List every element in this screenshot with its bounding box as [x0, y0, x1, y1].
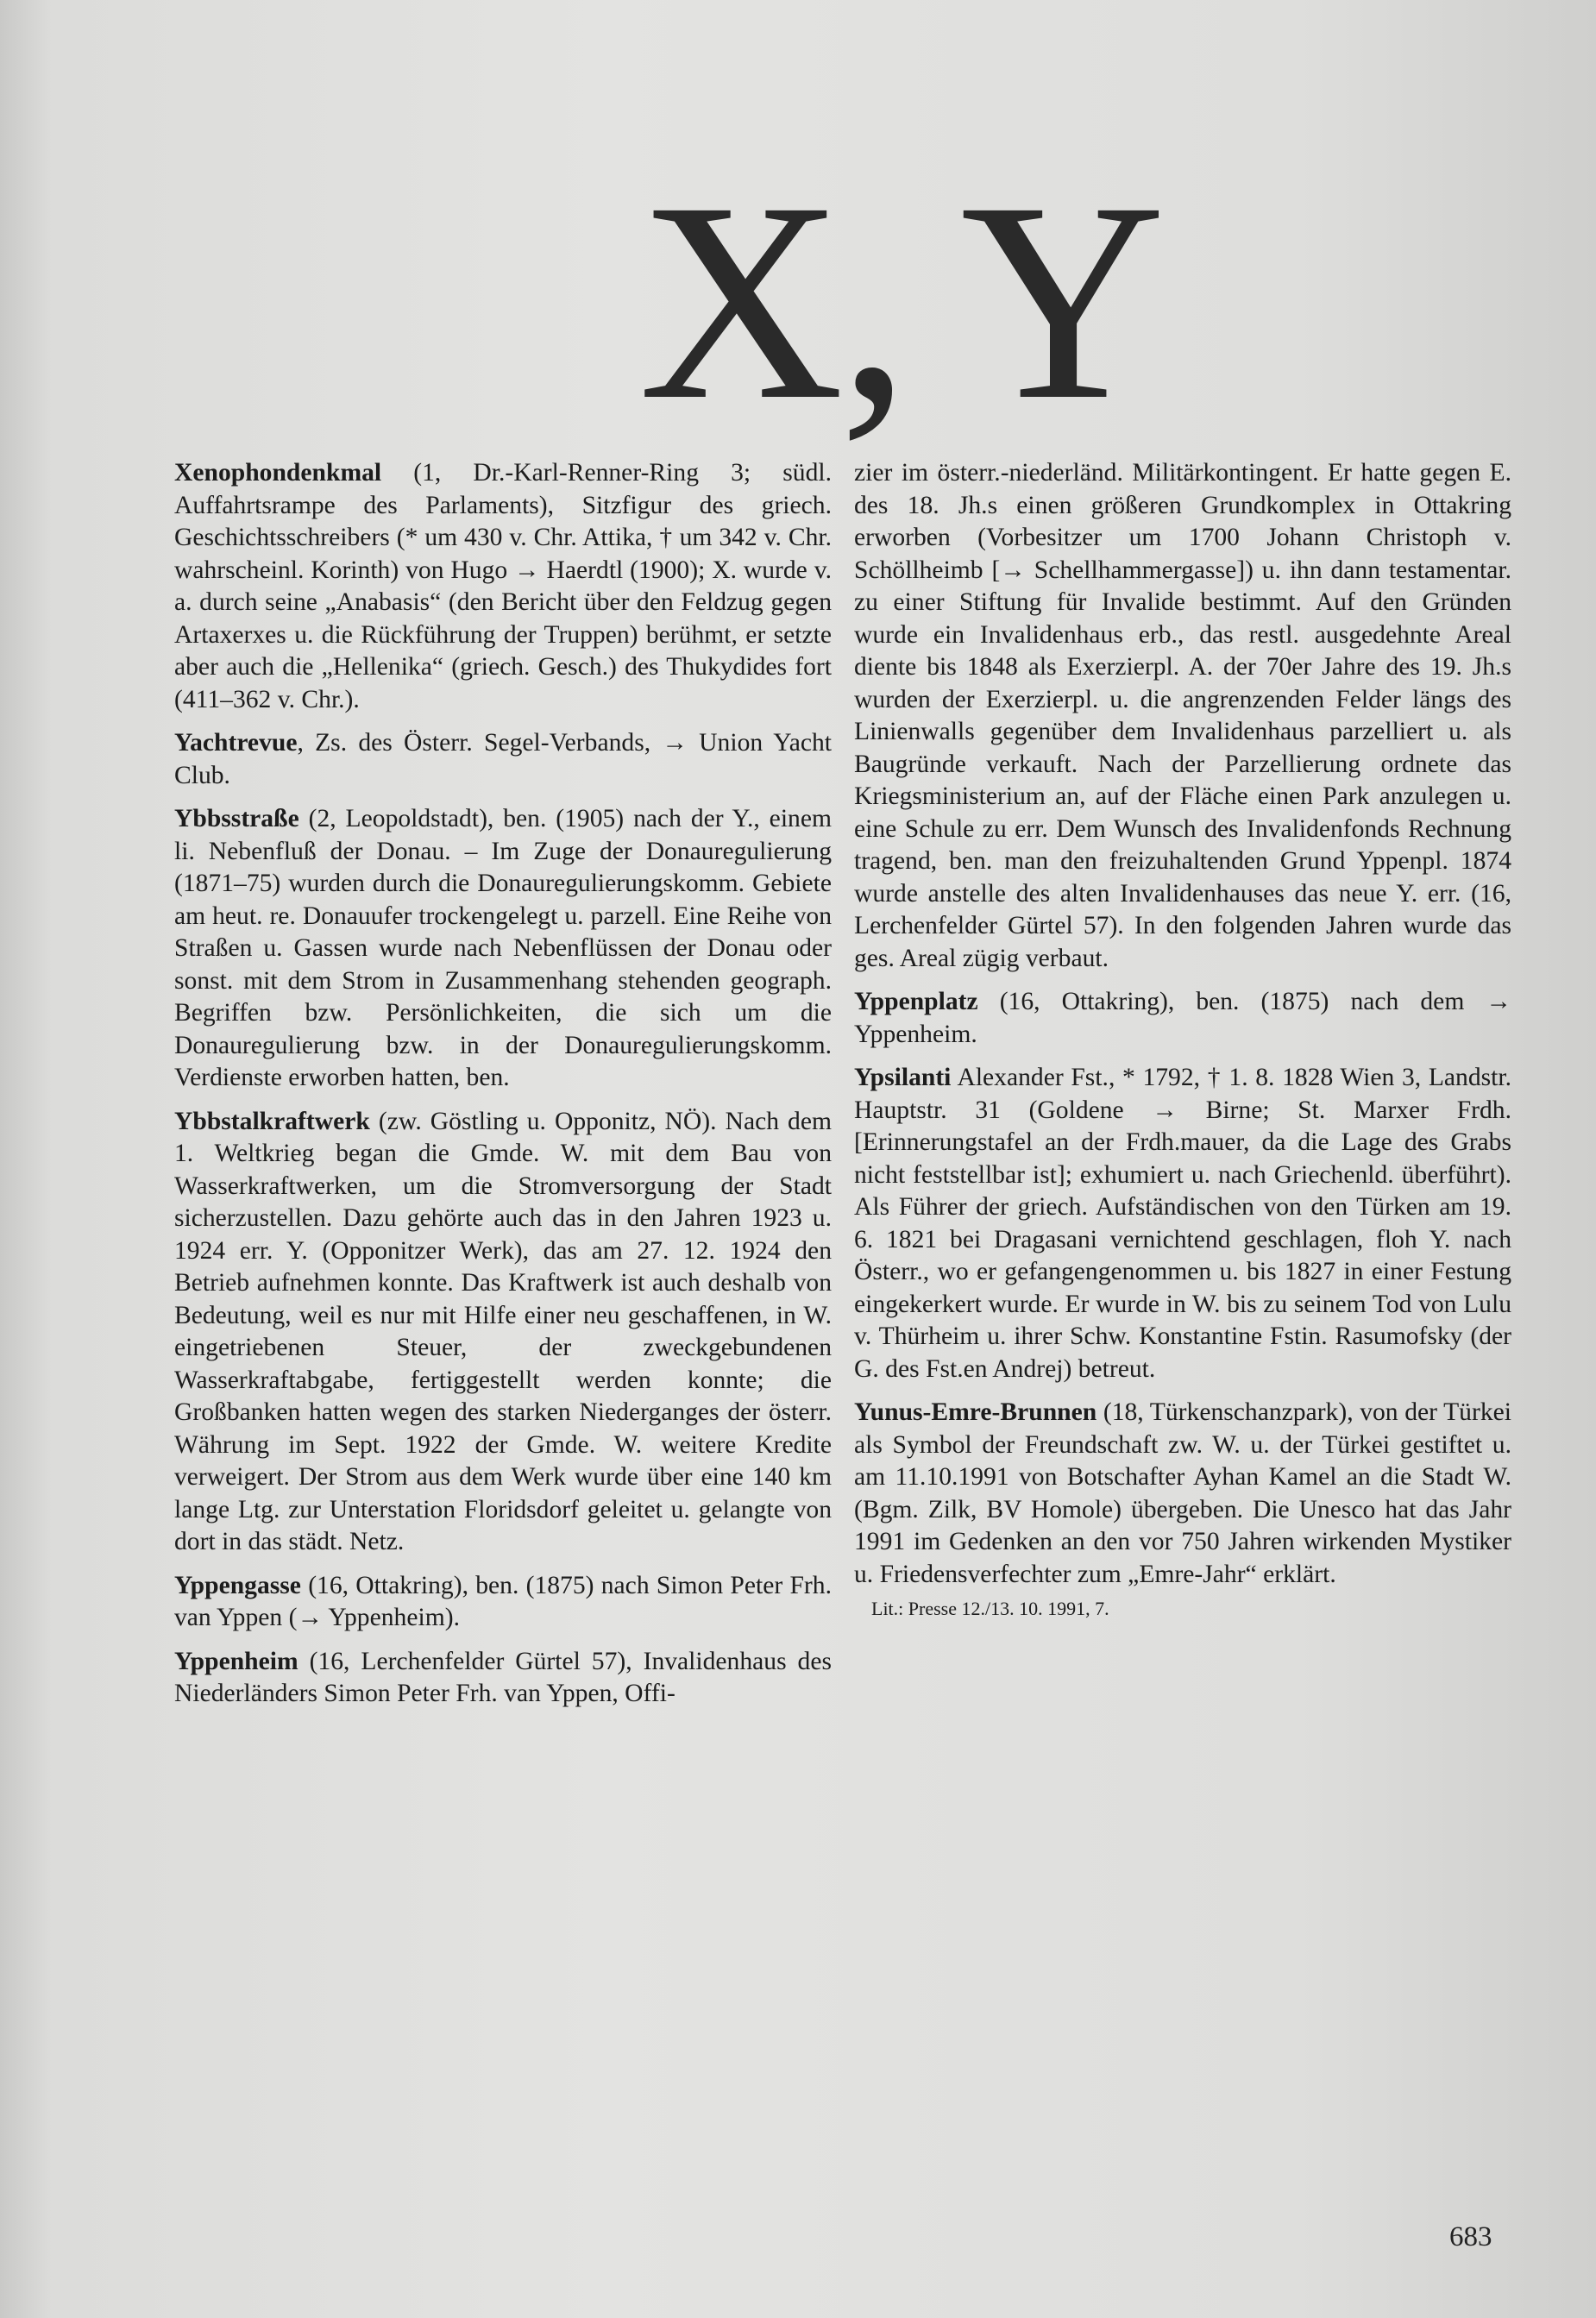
entry-yppenplatz: [854, 986, 1511, 1051]
entry-ypsilanti: [854, 1062, 1511, 1385]
entry-lemma: Yunus-Emre-Brunnen: [854, 1398, 1097, 1426]
entry-text: (2, Leopoldstadt), ben. (1905) nach der Y., einem li. Nebenfluß der Donau. – Im Zuge der Donauregulierung (1871–75) wurden durch die Donauregulierungskomm. Gebiete am heut. re. Donauufer trockengelegt u. parzell. Eine Reihe von Straßen u. Gassen wurde nach Nebenflüssen der Donau oder sonst. mit dem Strom in Zusammenhang stehenden geograph. Begriffen bzw. Persönlichkeiten, die sich um die Donauregulierung bzw. in der Donauregulierungskomm. Verdienste erworben hatten, ben.: [174, 805, 832, 1091]
section-heading: X, Y: [638, 144, 1161, 459]
entry-text: (16, Ottakring), ben. (1875) nach dem → Yppenheim.: [854, 988, 1511, 1048]
entry-text: Alexander Fst., * 1792, † 1. 8. 1828 Wien 3, Landstr. Hauptstr. 31 (Goldene → Birne; St. Marxer Frdh. [Erinnerungstafel an der Frdh.mauer, da die Lage des Grabs nicht feststellbar ist]; exhumiert u. nach Griechenld. überführt). Als Führer der griech. Aufständischen von den Türken am 19. 6. 1821 bei Dragasani vernichtend geschlagen, floh Y. nach Österr., wo er gefangengenommen u. bis 1827 in einer Festung eingekerkert wurde. Er wurde in W. bis zu seinem Tod von Lulu v. Thürheim u. ihrer Schw. Konstantine Fstin. Rasumofsky (der G. des Fst.en Andrej) betreut.: [854, 1064, 1511, 1383]
entry-yppenheim: [174, 1646, 832, 1711]
page-number: 683: [1449, 2221, 1492, 2252]
left-column: [174, 457, 832, 1722]
entry-text: (16, Lerchenfelder Gürtel 57), Invalidenhaus des Niederländers Simon Peter Frh. van Yppen, Offi-: [174, 1647, 832, 1707]
entry-lemma: Ybbsstraße: [174, 805, 299, 832]
entry-yppengasse: [174, 1570, 832, 1635]
entry-text: (18, Türkenschanzpark), von der Türkei als Symbol der Freundschaft zw. W. u. der Türkei gestiftet u. am 11.10.1991 von Botschafter Ayhan Kamel an die Stadt W. (Bgm. Zilk, BV Homole) übergeben. Die Unesco hat das Jahr 1991 im Gedenken an den vor 750 Jahren wirkenden Mystiker u. Friedensverfechter zum „Emre-Jahr“ erklärt.: [854, 1398, 1511, 1588]
entry-ybbsstrasse: [174, 803, 832, 1095]
entry-text: (1, Dr.-Karl-Renner-Ring 3; südl. Auffahrtsrampe des Parlaments), Sitzfigur des griech. Geschichtsschreibers (* um 430 v. Chr. Attika, † um 342 v. Chr. wahrscheinl. Korinth) von Hugo → Haerdtl (1900); X. wurde v. a. durch seine „Anabasis“ (den Bericht über den Feldzug gegen Artaxerxes u. die Rückführung der Truppen) berühmt, er setzte aber auch die „Hellenika“ (griech. Gesch.) des Thukydides fort (411–362 v. Chr.).: [174, 459, 832, 713]
entry-yppenheim-continued: [854, 457, 1511, 975]
entry-ybbstalkraftwerk: [174, 1106, 832, 1559]
entry-text: zier im österr.-niederländ. Militärkontingent. Er hatte gegen E. des 18. Jh.s einen größeren Grundkomplex in Ottakring erworben (Vorbesitzer um 1700 Johann Christoph v. Schöllheimb [→ Schellhammergasse]) u. ihn dann testamentar. zu einer Stiftung für Invalide bestimmt. Auf den Gründen wurde ein Invalidenhaus erb., das restl. ausgedehnte Areal diente bis 1848 als Exerzierpl. A. der 70er Jahre des 19. Jh.s wurden der Exerzierpl. u. die angrenzenden Felder längs des Linienwalls gegenüber dem Invalidenhaus parzelliert u. als Baugründe verkauft. Nach der Parzellierung ordnete das Kriegsministerium an, auf der Fläche einen Park anzulegen u. eine Schule zu err. Dem Wunsch des Invalidenfonds Rechnung tragend, ben. man den freizuhaltenden Grund Yppenpl. 1874 wurde anstelle des alten Invalidenhauses das neue Y. err. (16, Lerchenfelder Gürtel 57). In den folgenden Jahren wurde das ges. Areal zügig verbaut.: [854, 459, 1511, 972]
entry-lemma: Ypsilanti: [854, 1064, 952, 1091]
right-column: [854, 457, 1511, 1622]
entry-text: (16, Ottakring), ben. (1875) nach Simon Peter Frh. van Yppen (→ Yppenheim).: [174, 1571, 832, 1631]
entry-lemma: Yachtrevue: [174, 729, 298, 757]
entry-lemma: Yppenheim: [174, 1647, 298, 1675]
entry-lemma: Yppenplatz: [854, 988, 978, 1015]
entry-yachtrevue: [174, 727, 832, 792]
literature-reference: Lit.: Presse 12./13. 10. 1991, 7.: [871, 1598, 1109, 1619]
entry-lemma: Xenophondenkmal: [174, 459, 382, 487]
entry-xenophondenkmal: [174, 457, 832, 716]
entry-yunus-emre-brunnen: [854, 1397, 1511, 1591]
entry-text: (zw. Göstling u. Opponitz, NÖ). Nach dem 1. Weltkrieg began die Gmde. W. mit dem Bau von Wasserkraftwerken, um die Stromversorgung der Stadt sicherzustellen. Dazu gehörte auch das in den Jahren 1923 u. 1924 err. Y. (Opponitzer Werk), das am 27. 12. 1924 den Betrieb aufnehmen konnte. Das Kraftwerk ist auch deshalb von Bedeutung, weil es nur mit Hilfe einer neu geschaffenen, in W. eingetriebenen Steuer, der zweckgebundenen Wasserkraftabgabe, fertiggestellt werden konnte; die Großbanken hatten wegen des starken Niederganges der österr. Währung im Sept. 1922 der Gmde. W. weitere Kredite verweigert. Der Strom aus dem Werk wurde über eine 140 km lange Ltg. zur Unterstation Floridsdorf geleitet u. gelangte von dort in das städt. Netz.: [174, 1107, 832, 1555]
entry-lemma: Ybbstalkraftwerk: [174, 1107, 370, 1135]
entry-text: , Zs. des Österr. Segel-Verbands, → Union Yacht Club.: [174, 729, 832, 789]
entry-lemma: Yppengasse: [174, 1571, 301, 1599]
